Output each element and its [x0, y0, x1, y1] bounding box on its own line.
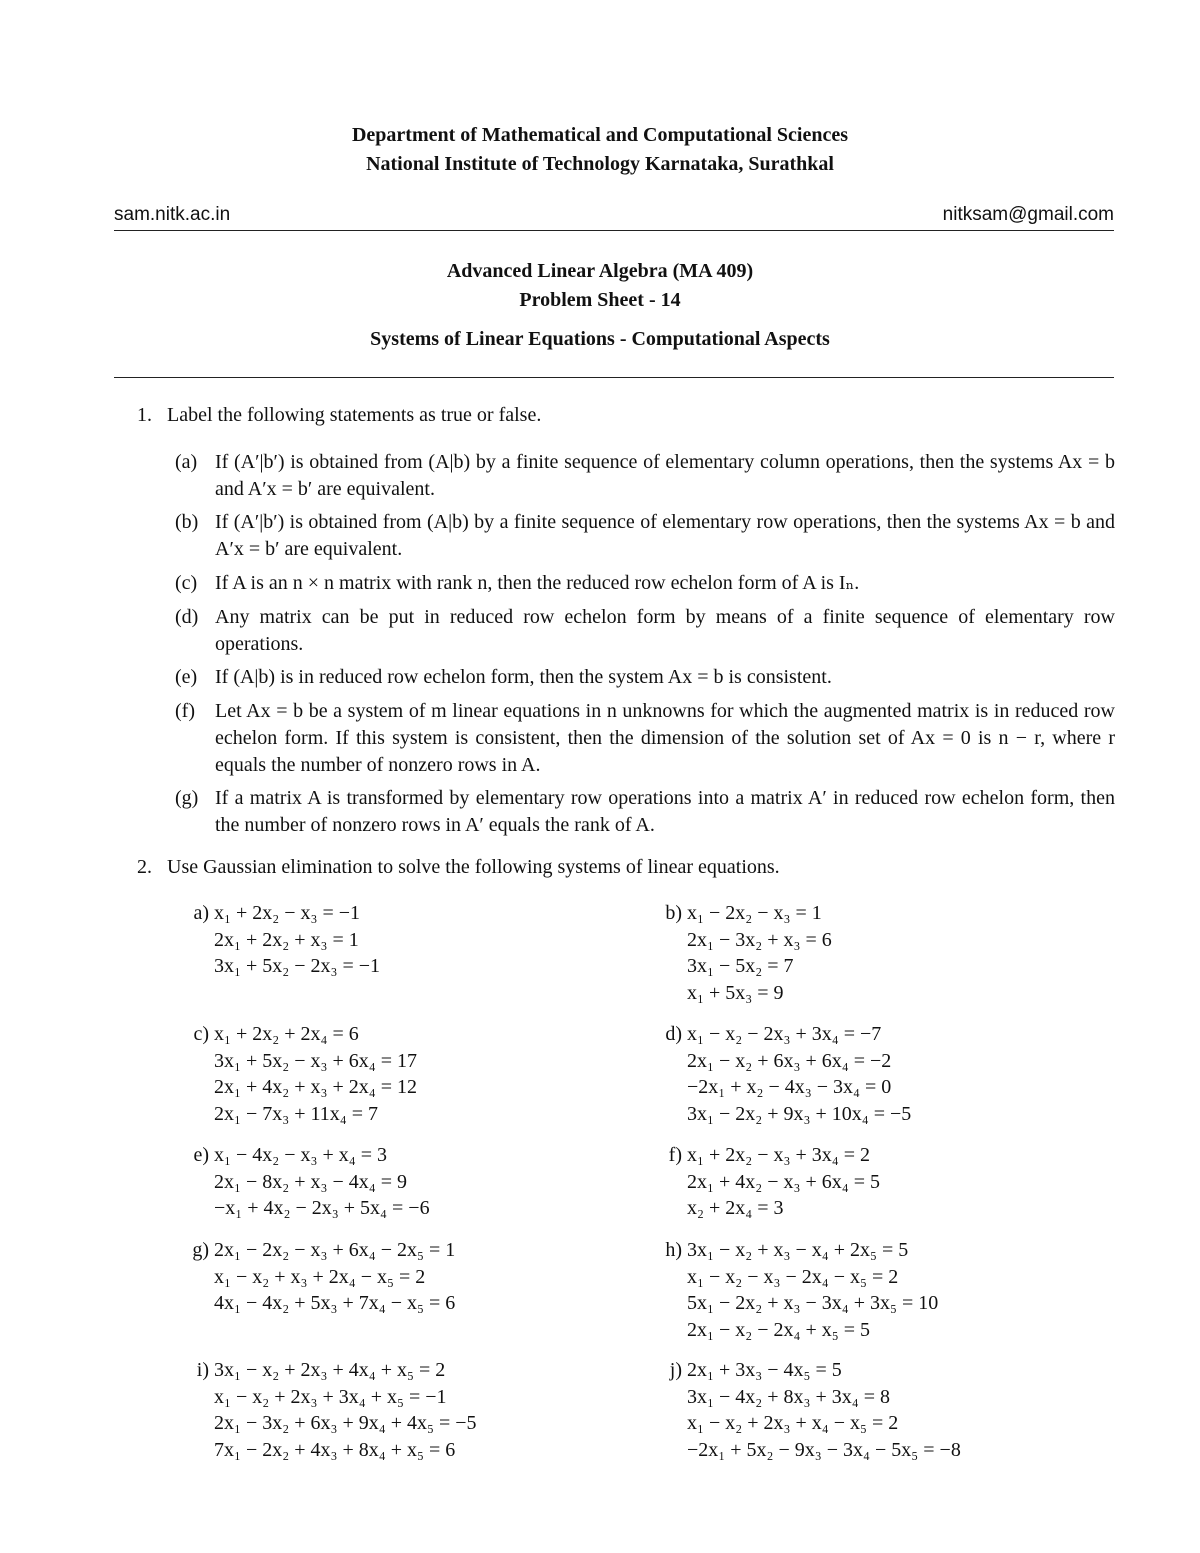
website-link[interactable]: sam.nitk.ac.in — [114, 204, 231, 225]
equation: 3x₁ + 5x₂ − 2x₃ = −1 — [214, 955, 381, 977]
equation: 5x₁ − 2x₂ + x₃ − 3x₄ + 3x₅ = 10 — [687, 1292, 939, 1314]
topic-title: Systems of Linear Equations - Computational Aspects — [370, 328, 830, 350]
statement-text: If A is an n × n matrix with rank n, then the reduced row echelon form of A is Iₙ. — [215, 572, 860, 594]
statement-label: (d) — [175, 606, 199, 628]
equation: x₁ − x₂ + 2x₃ + 3x₄ + x₅ = −1 — [214, 1385, 447, 1408]
equation: x₁ − x₂ − 2x₃ + 3x₄ = −7 — [687, 1023, 882, 1045]
statement-text: If (A′|b′) is obtained from (A|b) by a finite sequence of elementary column operations, then the systems Ax = b and A′x = b′ are equivalent. — [215, 451, 1115, 500]
divider — [114, 377, 1114, 378]
system-label: g) — [192, 1239, 209, 1261]
system-label: e) — [193, 1144, 209, 1166]
course-title: Advanced Linear Algebra (MA 409) — [446, 260, 754, 282]
equation: 3x₁ − 2x₂ + 9x₃ + 10x₄ = −5 — [687, 1102, 912, 1125]
statement-text: If a matrix A is transformed by elementary row operations into a matrix A′ in reduced row echelon form, then the number of nonzero rows in A′ equals the rank of A. — [215, 787, 1115, 836]
equation: x₁ + 2x₂ − x₃ + 3x₄ = 2 — [687, 1144, 871, 1166]
statement-text: If (A|b) is in reduced row echelon form, then the system Ax = b is consistent. — [215, 666, 832, 688]
equation: x₁ − x₂ + x₃ + 2x₄ − x₅ = 2 — [214, 1265, 426, 1288]
equation: x₂ + 2x₄ = 3 — [687, 1197, 784, 1219]
system-label: f) — [668, 1144, 682, 1166]
equation: x₁ − x₂ − x₃ − 2x₄ − x₅ = 2 — [687, 1265, 899, 1288]
sheet-title: Problem Sheet - 14 — [519, 289, 681, 311]
problem-number: 2. — [137, 856, 152, 878]
system-label: c) — [193, 1023, 209, 1045]
problem-prompt: Label the following statements as true or false. — [167, 404, 542, 426]
equation: 2x₁ − x₂ + 6x₃ + 6x₄ = −2 — [687, 1049, 892, 1072]
equation: 2x₁ − 3x₂ + 6x₃ + 9x₄ + 4x₅ = −5 — [214, 1412, 477, 1434]
equation: 2x₁ − 8x₂ + x₃ − 4x₄ = 9 — [214, 1170, 408, 1193]
statement-label: (a) — [175, 451, 198, 473]
equation: x₁ − 2x₂ − x₃ = 1 — [687, 902, 822, 924]
system-label: a) — [193, 902, 209, 924]
email-link[interactable]: nitksam@gmail.com — [942, 204, 1114, 225]
system-label: j) — [669, 1359, 682, 1381]
equation: 2x₁ + 3x₃ − 4x₅ = 5 — [687, 1359, 842, 1381]
equation: 3x₁ + 5x₂ − x₃ + 6x₄ = 17 — [214, 1049, 418, 1072]
statement-text: Any matrix can be put in reduced row echelon form by means of a finite sequence of elementary row operations. — [215, 606, 1115, 655]
equation: −2x₁ + x₂ − 4x₃ − 3x₄ = 0 — [687, 1076, 892, 1098]
equation: 3x₁ − 4x₂ + 8x₃ + 3x₄ = 8 — [687, 1385, 891, 1408]
statement-label: (b) — [175, 511, 199, 533]
equation: 2x₁ − 2x₂ − x₃ + 6x₄ − 2x₅ = 1 — [214, 1239, 456, 1261]
problem-prompt: Use Gaussian elimination to solve the following systems of linear equations. — [167, 856, 780, 878]
system-label: i) — [196, 1359, 209, 1381]
statement-label: (g) — [175, 787, 199, 809]
equation: 2x₁ − x₂ − 2x₄ + x₅ = 5 — [687, 1318, 871, 1341]
system-label: d) — [665, 1023, 682, 1045]
equation: x₁ + 5x₃ = 9 — [687, 981, 784, 1004]
equation: −2x₁ + 5x₂ − 9x₃ − 3x₄ − 5x₅ = −8 — [687, 1438, 961, 1461]
equation: 2x₁ − 3x₂ + x₃ = 6 — [687, 928, 832, 951]
problem-number: 1. — [137, 404, 152, 426]
equation: 3x₁ − x₂ + x₃ − x₄ + 2x₅ = 5 — [687, 1239, 909, 1261]
equation: −x₁ + 4x₂ − 2x₃ + 5x₄ = −6 — [214, 1197, 430, 1219]
statement-label: (f) — [175, 700, 195, 722]
department-title: Department of Mathematical and Computational Sciences — [351, 124, 849, 146]
equation: x₁ + 2x₂ − x₃ = −1 — [214, 902, 361, 924]
statement-label: (e) — [175, 666, 198, 688]
equation: 2x₁ + 2x₂ + x₃ = 1 — [214, 928, 359, 951]
statement-label: (c) — [175, 572, 198, 594]
equation: 2x₁ + 4x₂ − x₃ + 6x₄ = 5 — [687, 1170, 881, 1193]
equation: x₁ + 2x₂ + 2x₄ = 6 — [214, 1023, 359, 1045]
course-heading — [0, 257, 1200, 315]
equation: x₁ − 4x₂ − x₃ + x₄ = 3 — [214, 1144, 388, 1166]
statement-text: Let Ax = b be a system of m linear equations in n unknowns for which the augmented matrix is in reduced row echelon form. If this system is consistent, then the dimension of the solution set of Ax = 0 is n − r, where r equals the number of nonzero rows in A. — [215, 700, 1115, 776]
system-label: b) — [665, 902, 682, 924]
equation: x₁ − x₂ + 2x₃ + x₄ − x₅ = 2 — [687, 1412, 899, 1434]
equation: 3x₁ − x₂ + 2x₃ + 4x₄ + x₅ = 2 — [214, 1359, 446, 1381]
contact-bar — [114, 204, 1114, 231]
equation: 3x₁ − 5x₂ = 7 — [687, 955, 794, 977]
equation: 7x₁ − 2x₂ + 4x₃ + 8x₄ + x₅ = 6 — [214, 1438, 456, 1461]
statement-text: If (A′|b′) is obtained from (A|b) by a finite sequence of elementary row operations, then the systems Ax = b and A′x = b′ are equivalent. — [215, 511, 1115, 560]
equation: 2x₁ + 4x₂ + x₃ + 2x₄ = 12 — [214, 1076, 418, 1098]
page-header — [0, 121, 1200, 179]
equation: 4x₁ − 4x₂ + 5x₃ + 7x₄ − x₅ = 6 — [214, 1292, 456, 1314]
system-label: h) — [665, 1239, 682, 1261]
equation: 2x₁ − 7x₃ + 11x₄ = 7 — [214, 1102, 379, 1125]
institute-title: National Institute of Technology Karnataka, Surathkal — [366, 153, 834, 175]
